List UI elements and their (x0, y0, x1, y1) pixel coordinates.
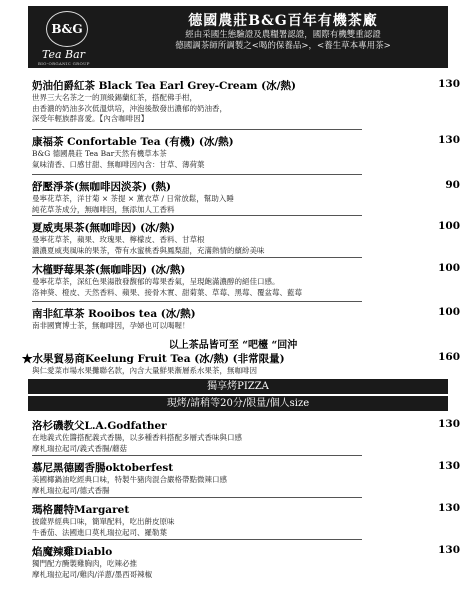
item-price: 100 (438, 220, 460, 232)
item-desc: 深受年輕族群喜愛。【內含咖啡因】 (32, 114, 149, 123)
header-subtitle-1: 經由采國生態驗證及農糧署認證，國際有機雙重認證 (185, 30, 381, 40)
item-desc: 曼寧花草茶，深紅色果湯散發馥郁的莓果香氣，呈現飽滿濃醇的絕佳口感。 (32, 277, 280, 286)
item-desc: 南非國寶博士茶，無咖啡因，孕婦也可以喝喔！ (32, 321, 190, 330)
divider (32, 455, 362, 456)
menu-item-rooibos (32, 306, 460, 332)
item-desc: 摩札瑞拉起司/德式香腸 (32, 485, 110, 495)
menu-item-margaret (32, 502, 460, 538)
item-desc: 牛番茄、法國進口莫札瑞拉起司、羅勒葉 (32, 527, 167, 537)
item-price: 130 (438, 78, 460, 90)
item-desc: 摩札瑞拉起司/義式香腸/蘑菇 (32, 443, 128, 453)
item-desc: B&G 德國農莊 Tea Bar天然有機草本茶 (32, 149, 167, 158)
item-name: 焰魔辣雞Diablo (32, 546, 113, 558)
item-name: 舒壓淨茶(無咖啡因淡茶) (熱) (32, 181, 172, 193)
divider (32, 215, 362, 216)
item-price: 130 (438, 502, 460, 514)
refill-note: 以上茶品皆可至 “吧檯 “回沖 (168, 340, 298, 351)
divider (32, 539, 362, 540)
menu-item-earl-grey (32, 78, 460, 125)
item-desc: 披薩界經典口味，簡單配料，吃出餅皮原味 (32, 517, 175, 526)
logo-small-text: BIO-ORGANIC GROUP (38, 61, 90, 66)
item-desc: 摩札瑞拉起司/雞肉/洋蔥/墨西哥辣椒 (32, 569, 153, 579)
divider (32, 497, 362, 498)
item-desc: 曼寧花草茶，洋甘菊 × 茶提 × 薰衣草 / 日常放鬆，幫助入睡 (32, 194, 234, 203)
brand-logo (28, 6, 118, 68)
item-desc: 由香濃的奶油多次低溫烘培，沖泡後散發出濃郁的奶油香， (32, 103, 227, 113)
item-desc: 洛神葵、橙皮、天然香料、蘋果、接骨木實、甜菊葉、草莓、黑莓、覆盆莓、藍莓 (32, 287, 302, 297)
item-desc: 美國椰鍋油吃經典口味，特製牛豬肉混合嚴格帶點微辣口感 (32, 475, 227, 484)
item-price: 90 (445, 179, 460, 191)
logo-caption: Tea Bar (42, 48, 85, 61)
item-name: 奶油伯爵紅茶 Black Tea Earl Grey-Cream (冰/熱) (32, 80, 296, 92)
item-price: 130 (438, 544, 460, 556)
menu-header (28, 6, 448, 68)
menu-item-confortable (32, 134, 460, 170)
item-name: 康福茶 Confortable Tea (有機) (冰/熱) (32, 136, 234, 148)
item-name: 南非紅草茶 Rooibos tea (冰/熱) (32, 308, 196, 320)
item-price: 130 (438, 460, 460, 472)
divider (32, 129, 362, 130)
menu-item-oktoberfest (32, 460, 460, 496)
menu-item-la-godfather (32, 418, 460, 454)
menu-item-hawaii-fruit (32, 220, 460, 256)
menu-item-relax-tea (32, 179, 460, 215)
item-desc: 獨門配方醃製雞胸肉，吃辣必推 (32, 559, 137, 568)
divider (32, 257, 362, 258)
logo-emblem: B&G (46, 11, 88, 47)
item-price: 130 (438, 418, 460, 430)
divider (32, 301, 362, 302)
item-desc: 濃濃夏威夷風味的果茶，帶有水蜜桃香與鳳梨甜，充滿熱情的繽紛美味 (32, 245, 265, 255)
menu-item-diablo (32, 544, 460, 580)
item-desc: 氣味清香、口感甘甜、無咖啡因內含：甘草、薄荷葉 (32, 159, 205, 169)
item-desc: 曼寧花草茶，蘋果、玫瑰果、檸檬皮、香料、甘草根 (32, 235, 205, 244)
item-name: ★水果貿易商Keelung Fruit Tea (冰/熱) (非常限量) (22, 353, 285, 365)
item-name: 夏威夷果茶(無咖啡因) (冰/熱) (32, 222, 175, 234)
item-price: 160 (438, 351, 460, 363)
pizza-section-subtitle: 現烤/請稍等20分/限量/個人size (28, 396, 448, 411)
item-desc: 世界三大名茶之一的頂級錫蘭紅茶，搭配佛手柑， (32, 93, 197, 102)
item-name: 木槿野莓果茶(無咖啡因) (冰/熱) (32, 264, 186, 276)
header-text (118, 6, 448, 68)
page-title: 德國農莊B&G百年有機茶廠 (188, 13, 378, 29)
item-price: 100 (438, 262, 460, 274)
item-price: 130 (438, 134, 460, 146)
item-desc: 純花草茶成分，無咖啡因，無添加人工香料 (32, 204, 175, 214)
item-price: 100 (438, 306, 460, 318)
item-name: 洛杉磯教父L.A.Godfather (32, 420, 167, 432)
item-name: 瑪格麗特Margaret (32, 504, 130, 516)
item-desc: 在地義式佐醬搭配義式香腸，以多種香料搭配多層式香味與口感 (32, 433, 242, 442)
menu-item-hibiscus-berry (32, 262, 460, 298)
item-name: 慕尼黑德國香腸oktoberfest (32, 462, 174, 474)
header-subtitle-2: 德國調茶師所調製之<喝的保養品>，<養生草本專用茶> (175, 41, 391, 51)
menu-item-fruit-tea (22, 351, 460, 377)
divider (32, 174, 362, 175)
item-desc: 與仁愛菜市場水果攤聯名款，內含大量鮮果漸層系水果茶，無咖啡因 (32, 366, 257, 375)
pizza-section-title: 獨享烤PIZZA (28, 379, 448, 394)
